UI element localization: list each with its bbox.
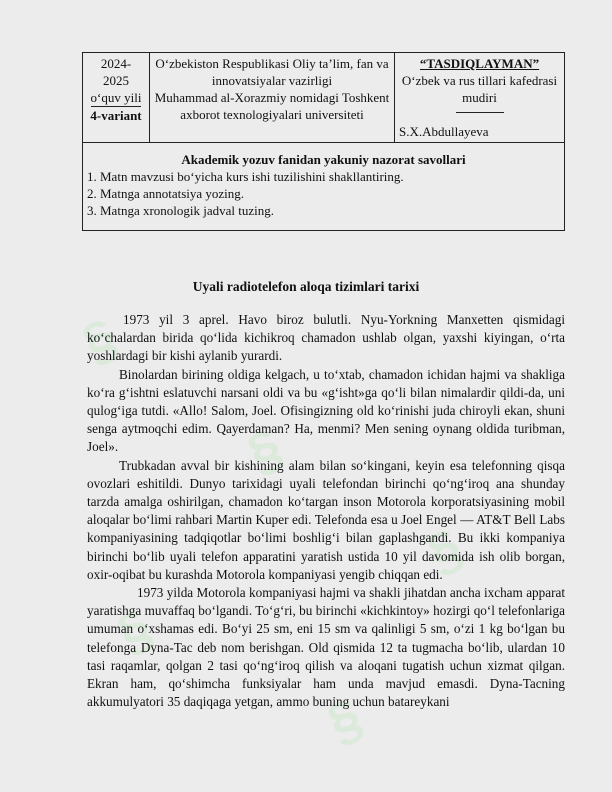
approval-title: “TASDIQLAYMAN” (419, 56, 540, 71)
university-name: Muhammad al-Xorazmiy nomidagi Toshkent axborot texnologiyalari universiteti (154, 90, 390, 122)
watermark: § (73, 307, 127, 375)
ministry-name: O‘zbekiston Respublikasi Oliy ta’lim, fan va innovatsiyalar vazirligi (155, 56, 389, 88)
signature-line (456, 112, 504, 113)
watermark: § (418, 517, 472, 585)
year-line3: o‘quv yili (90, 90, 142, 105)
year-line2: 2025 (103, 73, 129, 88)
paragraph: 1973 yilda Motorola kompaniyasi hajmi va shakli jihatdan ancha ixcham apparat yaratishga muvaffaq bo‘lgandi. To‘g‘ri, bu birinchi «kichkintoy» hozirgi qo‘l telefonlariga umuman o‘xshamas edi. Bo‘yi 25 sm, eni 15 sm va qalinligi 5 sm, o‘zi 1 kg bo‘lgan bu telefonga Dyna-Tac deb nom berishgan. Old qismida 12 ta tugmacha bo‘lib, ulardan 10 tasi raqamlar, qolgan 2 tasi qo‘ng‘iroq qilish va aloqani tugatish uchun xizmat qilgan. Ekran ham, qo‘shimcha funksiyalar ham unda mavjud emasdi. Dyna-Tacning akkumulyatori 35 daqiqaga yetgan, ammo buning uchun batareykani (87, 585, 565, 710)
year-line1: 2024- (100, 56, 132, 71)
paragraph: Binolardan birining oldiga kelgach, u to‘xtab, chamadon ichidan hajmi va shakliga ko‘ra g‘ishtni eslatuvchi narsani oldi va bu «g‘isht»ga qo‘li bilan nimalardir qildi-da, uni qulog‘iga tutdi. «Allo! Salom, Joel. Ofisingizning old ko‘rinishi juda chiroyli ekan, shuni senga aytmoqchi edim. Qayerdaman? Ha, menmi? Men sening oynang oldida turibman, Joel». (87, 366, 565, 455)
paragraph: Trubkadan avval bir kishining alam bilan so‘kingani, keyin esa telefonning qisqa ovozlari eshitildi. Dunyo tarixidagi uyali telefondan birinchi qo‘ng‘iroq ana shunday tarzda amalga oshirilgan, chamadon ko‘targan inson Motorola korporatsiyasining mobil aloqalar bo‘limi rahbari Martin Kuper edi. Telefonda esa u Joel Engel — AT&T Bell Labs kompaniyasining tadqiqotlar bo‘limi boshlig‘i bilan gaplashgandi. Bu ikki kompaniya birinchi bo‘lib uyali telefon apparatini yaratish ustida 10 yil davomida ish olib borgan, oxir-oqibat bu kurashda Motorola kompaniyasi yengib chiqqan edi. (87, 457, 565, 582)
watermark: § (238, 417, 292, 485)
question-item: 1. Matn mavzusi bo‘yicha kurs ishi tuzilishini shakllantiring. (87, 169, 404, 184)
variant-label: 4-variant (90, 108, 142, 123)
approver-name: S.X.Abdullayeva (399, 124, 489, 139)
questions-title: Akademik yozuv fanidan yakuniy nazorat savollari (181, 152, 466, 167)
text-title: Uyali radiotelefon aloqa tizimlari tarixi (192, 279, 420, 294)
approval-dept: O‘zbek va rus tillari kafedrasi mudiri (401, 73, 558, 105)
approval-cell (395, 53, 565, 143)
question-item: 2. Matnga annotatsiya yozing. (87, 186, 245, 201)
year-cell (83, 53, 150, 143)
watermark: § (108, 597, 162, 665)
paragraph: 1973 yil 3 aprel. Havo biroz bulutli. Nyu-Yorkning Manxetten qismidagi ko‘chalardan birida qo‘lida kichikroq chamadon ushlab olgan, yaxshi kiyingan, o‘rta yoshlardagi bir kishi aylanib yurardi. (87, 312, 565, 364)
institution-cell (150, 53, 395, 143)
question-item: 3. Matnga xronologik jadval tuzing. (87, 203, 275, 218)
text-body (87, 311, 565, 711)
watermark: § (318, 687, 372, 755)
questions-cell (83, 143, 565, 231)
header-table (82, 52, 565, 231)
